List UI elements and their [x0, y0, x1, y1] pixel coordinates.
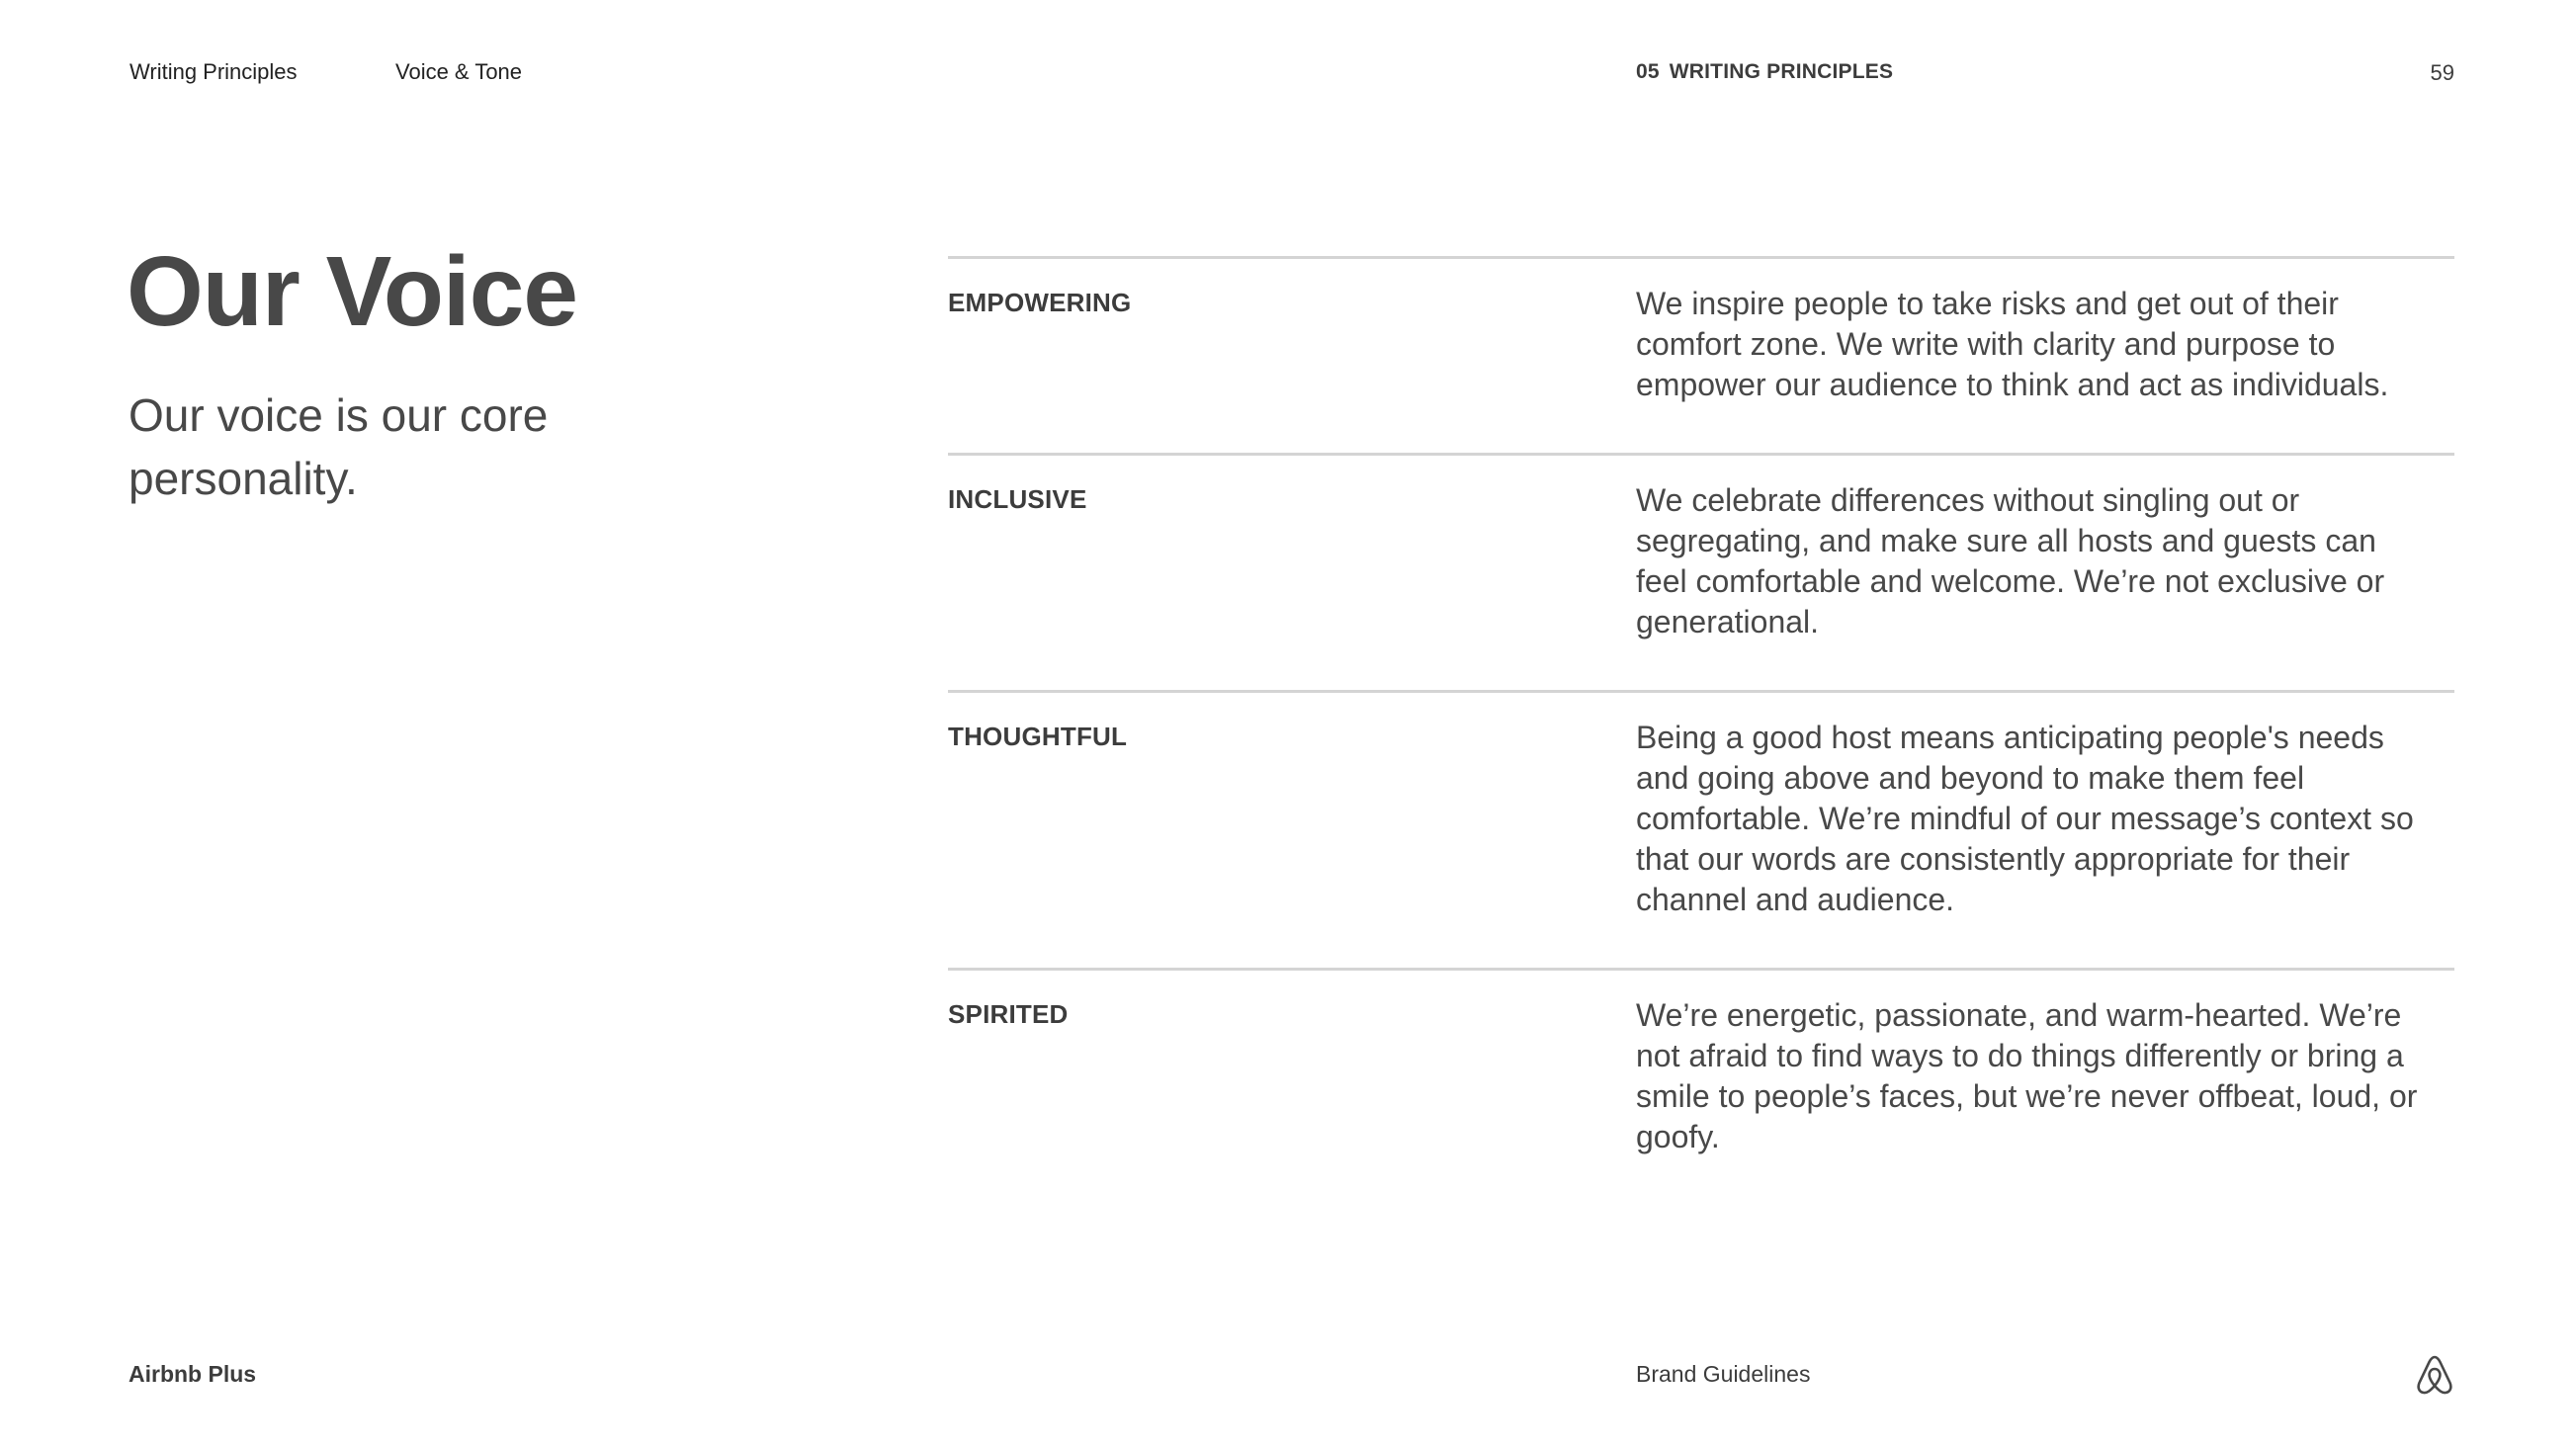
footer-document-title: Brand Guidelines: [1636, 1361, 1811, 1387]
trait-description: Being a good host means anticipating people's needs and going above and beyond to make them feel comfortable. We’re mindful of our message’s context so that our words are consistently appropriate for their channel and audience.: [1636, 720, 2414, 917]
nav-link-voice-tone[interactable]: Voice & Tone: [395, 59, 523, 84]
trait-name: SPIRITED: [948, 999, 1069, 1029]
page-title: Our Voice: [127, 236, 577, 347]
airbnb-belo-icon: [2415, 1354, 2454, 1396]
page-number: 59: [2430, 60, 2454, 85]
trait-row-spirited: [948, 968, 2454, 1168]
footer-brand: Airbnb Plus: [129, 1361, 257, 1387]
trait-description: We’re energetic, passionate, and warm-hearted. We’re not afraid to find ways to do things differently or bring a smile to people’s faces, but we’re never offbeat, loud, or goofy.: [1636, 997, 2418, 1154]
page-subtitle: Our voice is our core personality.: [129, 389, 549, 504]
section-label: [1636, 60, 1893, 84]
voice-traits-list: [948, 256, 2454, 1168]
trait-name: INCLUSIVE: [948, 484, 1087, 514]
trait-description: We inspire people to take risks and get out of their comfort zone. We write with clarity and purpose to empower our audience to think and act as individuals.: [1636, 286, 2389, 402]
trait-name: EMPOWERING: [948, 288, 1132, 317]
trait-row-empowering: [948, 256, 2454, 453]
section-number: 05: [1636, 60, 1660, 83]
trait-row-thoughtful: [948, 690, 2454, 968]
nav-link-writing-principles[interactable]: Writing Principles: [129, 59, 298, 84]
trait-description: We celebrate differences without singling out or segregating, and make sure all hosts and guests can feel comfortable and welcome. We’re not exclusive or generational.: [1636, 482, 2385, 639]
section-title: WRITING PRINCIPLES: [1669, 60, 1894, 83]
trait-row-inclusive: [948, 453, 2454, 690]
trait-name: THOUGHTFUL: [948, 722, 1128, 751]
